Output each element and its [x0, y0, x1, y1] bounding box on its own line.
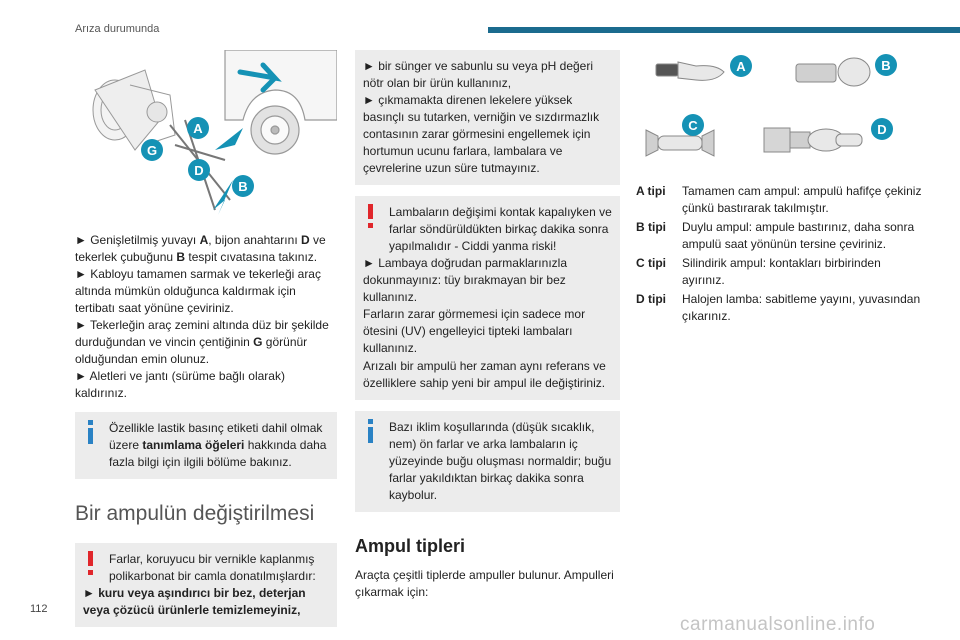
figure-label-b: B	[238, 179, 248, 194]
header-accent-bar	[488, 27, 960, 33]
chapter-title: Arıza durumunda	[75, 23, 160, 35]
figure-label-a: A	[193, 121, 203, 136]
bulb-label-c: C	[688, 118, 698, 133]
bulb-label-b: B	[881, 58, 891, 73]
figure-label-d: D	[194, 163, 204, 178]
info-note-identification: Özellikle lastik basınç etiketi dahil olmak üzere tanımlama öğeleri hakkında daha fazla bilgi için ilgili bölüme bakınız.	[75, 412, 337, 479]
page-number: 112	[30, 603, 48, 615]
warning-note-headlamp-glass: Farlar, koruyucu bir vernikle kaplanmış polikarbonat bir camla donatılmışlardır: ► kuru veya aşındırıcı bir bez, deterjan veya çözücü ürünlerle temizlemeyiniz,	[75, 543, 337, 627]
figure-label-g: G	[146, 143, 158, 158]
column-1	[75, 50, 337, 627]
watermark: carmanualsonline.info	[680, 614, 876, 635]
bulb-type-d: D tipi Halojen lamba: sabitleme yayını, yuvasından çıkarınız.	[636, 292, 921, 324]
step-1: ► Genişletilmiş yuvayı A, bijon anahtarını D ve tekerlek çubuğunu B tespit cıvatasına takınız.	[75, 233, 326, 265]
bulb-type-b: B tipi Duylu ampul: ampule bastırınız, daha sonra ampulü saat yönünün tersine çeviriniz.	[636, 220, 915, 252]
spare-wheel-winch-figure	[75, 50, 337, 222]
bulb-types-intro: Araçta çeşitli tiplerde ampuller bulunur. Ampulleri çıkarmak için:	[355, 568, 614, 600]
warning-note-bulb-change: Lambaların değişimi kontak kapalıyken ve farlar söndürüldükten birkaç dakika sonra yapılmalıdır - Ciddi yanma riski! ► Lambaya doğrudan parmaklarınızla dokunmayınız: tüy bırakmayan bir bez kullanınız. Farların zarar görmemesi için sadece mor ötesini (UV) engelleyici tipteki lambaları kullanınız. Arızalı bir ampulü her zaman aynı referans ve özelliklere sahip yeni bir ampul ile değiştiriniz.	[355, 196, 620, 399]
info-note-condensation: Bazı iklim koşullarında (düşük sıcaklık, nem) ön farlar ve arka lambaların iç yüzeyinde buğu oluşması normaldir; buğu farlar yakıldıktan birkaç dakika sonra kaybolur.	[355, 411, 620, 512]
warning-icon	[84, 551, 98, 575]
bulb-label-a: A	[736, 59, 746, 74]
info-icon	[364, 419, 378, 443]
bulb-label-d: D	[877, 122, 887, 137]
column-3	[636, 50, 926, 327]
bulb-type-a: A tipi Tamamen cam ampul: ampulü hafifçe çekiniz çünkü bastırarak takılmıştır.	[636, 184, 922, 216]
step-3: ► Tekerleğin araç zemini altında düz bir şekilde durduğundan ve vincin çentiğinin G görünür olduğundan emin olunuz.	[75, 318, 329, 367]
subsection-title-bulb-types: Ampul tipleri	[355, 535, 466, 556]
section-title-bulb-replacement: Bir ampulün değiştirilmesi	[75, 502, 315, 526]
step-4: ► Aletleri ve jantı (sürüme bağlı olarak) kaldırınız.	[75, 369, 285, 401]
step-2: ► Kabloyu tamamen sarmak ve tekerleği araç altında mümkün olduğunca kaldırmak için tertibatı saat yönüne çeviriniz.	[75, 267, 321, 316]
bulb-types-figure	[636, 50, 926, 178]
wheel-steps	[75, 232, 337, 402]
warning-icon	[364, 204, 378, 228]
info-icon	[84, 420, 98, 444]
bulb-type-c: C tipi Silindirik ampul: kontakları birbirinden ayırınız.	[636, 256, 881, 288]
column-2	[355, 50, 620, 601]
cleaning-instructions-continued: ► bir sünger ve sabunlu su veya pH değeri nötr olan bir ürün kullanınız, ► çıkmamakta direnen lekelere yüksek basınçlı su tutarken, verniğin ve sızdırmazlık contasının zarar görmesini engellemek için hortumun ucunu farlara, lambalara ve çevrelerine uzun süre tutmayınız.	[355, 50, 620, 185]
bulb-type-list	[636, 183, 926, 325]
